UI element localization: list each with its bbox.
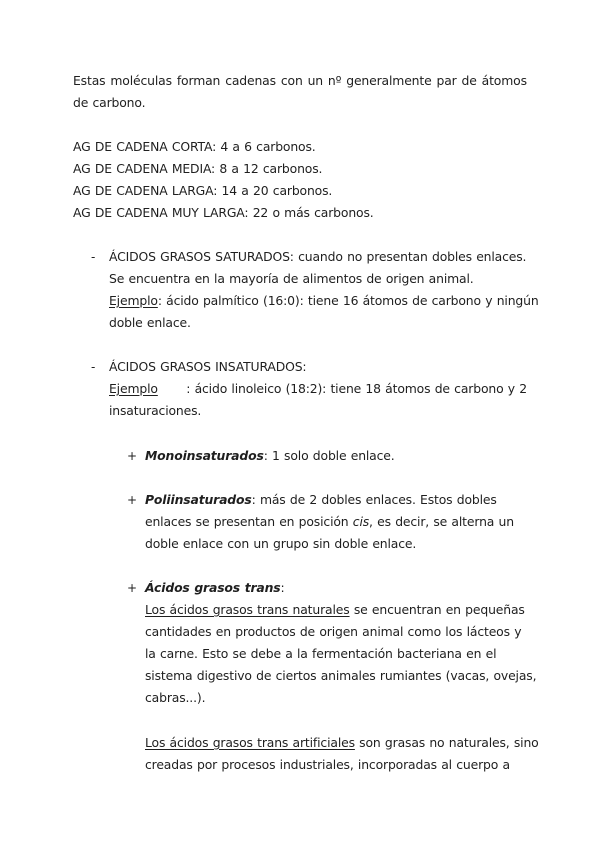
word: átomos bbox=[481, 73, 527, 88]
trans-natural-line-2: cantidades en productos de origen animal como los lácteos y bbox=[145, 624, 522, 639]
trans-natural-line-1 bbox=[145, 602, 525, 618]
saturated-example-text: : ácido palmítico (16:0): tiene 16 átomos de carbono y ningún bbox=[157, 293, 539, 308]
poli-text-2b: , es decir, se alterna un bbox=[369, 514, 514, 529]
word: par bbox=[436, 73, 457, 88]
unsaturated-dash-marker: - bbox=[91, 360, 96, 374]
trans-artificial-text-1: son grasas no naturales, sino bbox=[354, 735, 539, 750]
saturated-example-label: Ejemplo bbox=[109, 293, 158, 308]
saturated-dash-marker: - bbox=[91, 250, 96, 264]
trans-natural-line-3: la carne. Esto se debe a la fermentación bacteriana en el bbox=[145, 646, 497, 661]
trans-natural-label: Los ácidos grasos trans naturales bbox=[145, 602, 350, 617]
unsaturated-example-text: : ácido linoleico (18:2): tiene 18 átomos de carbono y 2 bbox=[186, 381, 527, 396]
trans-natural-text-1: se encuentran en pequeñas bbox=[349, 602, 525, 617]
unsaturated-example-line bbox=[109, 381, 527, 397]
mono-text: : 1 solo doble enlace. bbox=[263, 448, 395, 463]
word: generalmente bbox=[346, 73, 432, 88]
poli-cis-term: cis bbox=[352, 514, 370, 529]
saturated-line-2: Se encuentra en la mayoría de alimentos de origen animal. bbox=[109, 271, 474, 286]
chain-type-very-long: AG DE CADENA MUY LARGA: 22 o más carbonos. bbox=[73, 205, 374, 220]
word: Estas bbox=[73, 73, 106, 88]
trans-natural-line-5: cabras...). bbox=[145, 690, 206, 705]
chain-type-long: AG DE CADENA LARGA: 14 a 20 carbonos. bbox=[73, 183, 333, 198]
unsaturated-example-label: Ejemplo bbox=[109, 381, 158, 396]
word: forman bbox=[176, 73, 221, 88]
word: de bbox=[461, 73, 477, 88]
poli-line-2 bbox=[145, 514, 514, 530]
mono-plus-marker: + bbox=[127, 449, 138, 463]
chain-type-short: AG DE CADENA CORTA: 4 a 6 carbonos. bbox=[73, 139, 316, 154]
poli-term: Poliinsaturados bbox=[145, 492, 252, 507]
word: moléculas bbox=[110, 73, 172, 88]
poli-plus-marker: + bbox=[127, 493, 138, 507]
trans-artificial-label: Los ácidos grasos trans artificiales bbox=[145, 735, 355, 750]
trans-plus-marker: + bbox=[127, 581, 138, 595]
trans-artificial-line-1 bbox=[145, 735, 539, 751]
trans-artificial-line-2: creadas por procesos industriales, incorporadas al cuerpo a bbox=[145, 757, 510, 772]
poli-line-1 bbox=[145, 492, 497, 508]
mono-line bbox=[145, 448, 395, 464]
saturated-line-4: doble enlace. bbox=[109, 315, 191, 330]
saturated-line-1: ÁCIDOS GRASOS SATURADOS: cuando no presentan dobles enlaces. bbox=[109, 249, 527, 264]
chain-type-medium: AG DE CADENA MEDIA: 8 a 12 carbonos. bbox=[73, 161, 323, 176]
trans-heading bbox=[145, 580, 285, 596]
trans-term: Ácidos grasos trans bbox=[145, 580, 281, 595]
mono-term: Monoinsaturados bbox=[145, 448, 264, 463]
poli-line-3: doble enlace con un grupo sin doble enlace. bbox=[145, 536, 417, 551]
word: cadenas bbox=[225, 73, 276, 88]
poli-text-1: : más de 2 dobles enlaces. Estos dobles bbox=[251, 492, 497, 507]
unsaturated-title: ÁCIDOS GRASOS INSATURADOS: bbox=[109, 359, 307, 374]
word: con bbox=[280, 73, 303, 88]
trans-natural-line-4: sistema digestivo de ciertos animales rumiantes (vacas, ovejas, bbox=[145, 668, 537, 683]
unsaturated-line-3: insaturaciones. bbox=[109, 403, 202, 418]
poli-text-2a: enlaces se presentan en posición bbox=[145, 514, 353, 529]
intro-paragraph-line-1 bbox=[73, 73, 527, 89]
word: un bbox=[307, 73, 323, 88]
saturated-example-line bbox=[109, 293, 539, 309]
word: nº bbox=[327, 73, 342, 88]
trans-colon: : bbox=[280, 580, 285, 595]
intro-paragraph-line-2: de carbono. bbox=[73, 95, 146, 110]
